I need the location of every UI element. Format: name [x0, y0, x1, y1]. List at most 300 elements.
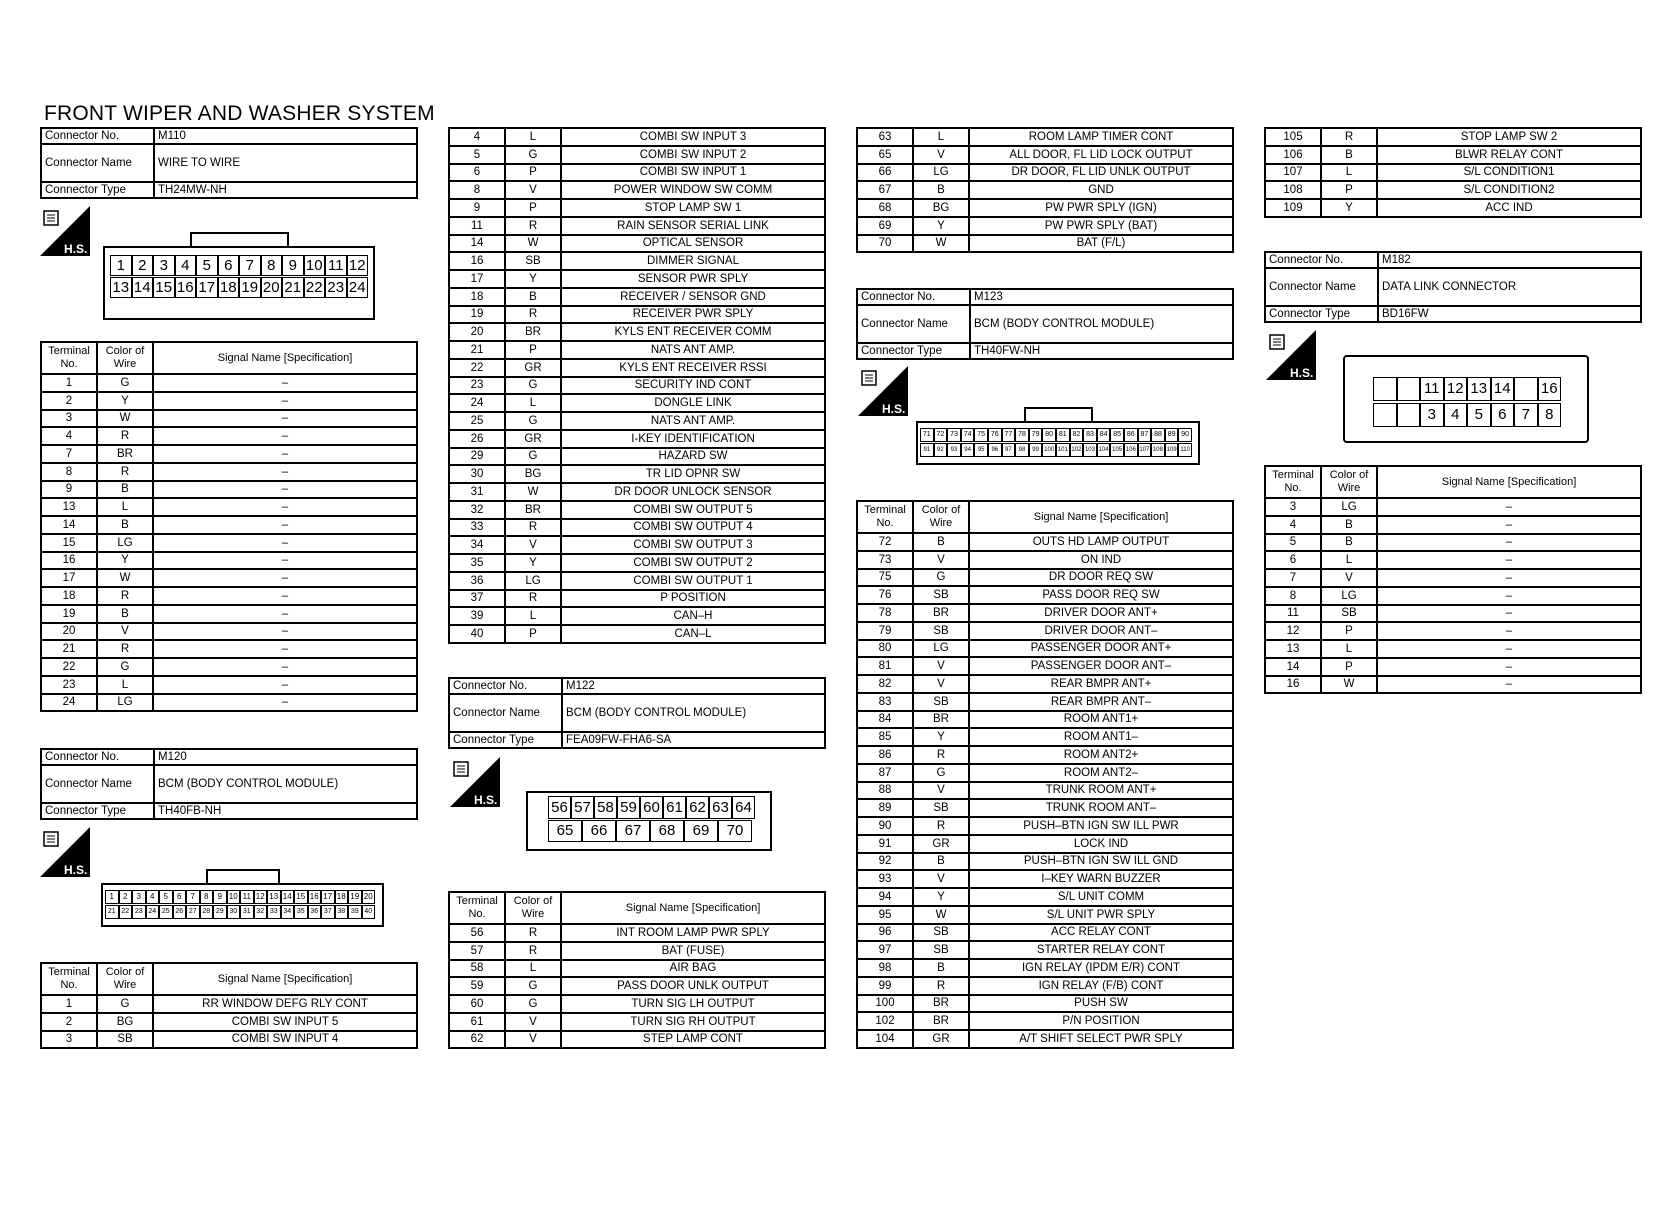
signal-name: KYLS ENT RECEIVER RSSI	[561, 359, 825, 377]
wire-color: P	[505, 625, 561, 643]
wire-color: R	[505, 924, 561, 942]
signal-name: –	[153, 694, 417, 712]
wire-color: B	[1321, 534, 1377, 552]
table-row	[41, 995, 417, 1013]
signal-name: POWER WINDOW SW COMM	[561, 181, 825, 199]
terminal-no: 14	[1265, 658, 1321, 676]
harness-side-icon	[450, 757, 500, 807]
signal-name: STARTER RELAY CONT	[969, 941, 1233, 959]
terminal-table-m120	[40, 962, 418, 1049]
pin: 9	[213, 890, 227, 904]
pin: 97	[1002, 443, 1016, 457]
pin: 13	[110, 277, 132, 298]
table-row	[449, 323, 825, 341]
signal-name: REAR BMPR ANT–	[969, 693, 1233, 711]
terminal-no: 70	[857, 235, 913, 253]
pin: 7	[186, 890, 200, 904]
terminal-no: 37	[449, 590, 505, 608]
pin: 21	[282, 277, 304, 298]
pin: 70	[718, 820, 752, 842]
pin: 4	[1444, 403, 1468, 427]
wire-color: L	[505, 607, 561, 625]
signal-name: ACC IND	[1377, 199, 1641, 217]
terminal-no: 9	[41, 481, 97, 499]
wire-color: SB	[913, 693, 969, 711]
signal-name: LOCK IND	[969, 835, 1233, 853]
info-label: Connector Name	[41, 144, 154, 182]
terminal-no: 36	[449, 572, 505, 590]
signal-name: RR WINDOW DEFG RLY CONT	[153, 995, 417, 1013]
signal-name: PUSH SW	[969, 995, 1233, 1013]
table-row	[449, 1013, 825, 1031]
pin: 68	[650, 820, 684, 842]
terminal-no: 7	[41, 445, 97, 463]
pin: 86	[1124, 428, 1138, 442]
pin: 37	[321, 905, 335, 919]
pin: 84	[1097, 428, 1111, 442]
pin: 110	[1178, 443, 1192, 457]
signal-name: ACC RELAY CONT	[969, 924, 1233, 942]
signal-name: COMBI SW INPUT 5	[153, 1013, 417, 1031]
connector-info-m122	[448, 677, 826, 749]
terminal-no: 3	[1265, 498, 1321, 516]
connector-no-value: M120	[154, 749, 417, 765]
terminal-no: 21	[449, 341, 505, 359]
connector-info-m110	[40, 127, 418, 199]
terminal-no: 87	[857, 764, 913, 782]
terminal-no: 98	[857, 959, 913, 977]
wire-color: G	[97, 658, 153, 676]
terminal-no: 3	[41, 1031, 97, 1049]
terminal-no: 21	[41, 640, 97, 658]
table-row	[41, 1031, 417, 1049]
table-row	[857, 977, 1233, 995]
wire-color: GR	[505, 430, 561, 448]
pin: 106	[1124, 443, 1138, 457]
pin: 74	[961, 428, 975, 442]
wire-color: SB	[505, 252, 561, 270]
table-row	[449, 412, 825, 430]
signal-name: NATS ANT AMP.	[561, 341, 825, 359]
wire-color: G	[505, 377, 561, 395]
connector-type-value: TH40FB-NH	[154, 803, 417, 819]
terminal-no: 61	[449, 1013, 505, 1031]
pin: 15	[294, 890, 308, 904]
wire-color: R	[505, 306, 561, 324]
connector-type-value: TH24MW-NH	[154, 182, 417, 198]
terminal-no: 5	[1265, 534, 1321, 552]
wire-color: GR	[913, 1030, 969, 1048]
signal-name: OUTS HD LAMP OUTPUT	[969, 533, 1233, 551]
signal-name: NATS ANT AMP.	[561, 412, 825, 430]
signal-name: BAT (F/L)	[969, 235, 1233, 253]
pin: 104	[1097, 443, 1111, 457]
terminal-no-header: Terminal No.	[449, 892, 505, 924]
pin: 20	[261, 277, 283, 298]
terminal-no: 25	[449, 412, 505, 430]
pin: 66	[582, 820, 616, 842]
signal-name-header: Signal Name [Specification]	[561, 892, 825, 924]
hs-label: H.S.	[64, 863, 88, 877]
terminal-no: 8	[449, 181, 505, 199]
wire-color: L	[913, 128, 969, 146]
table-row	[41, 1013, 417, 1031]
harness-side-icon	[40, 206, 90, 256]
table-row	[857, 941, 1233, 959]
terminal-no: 15	[41, 534, 97, 552]
terminal-no: 82	[857, 675, 913, 693]
pin: 1	[110, 255, 132, 276]
wire-color: L	[505, 960, 561, 978]
connector-face-m122	[526, 791, 768, 861]
signal-name: DR DOOR REQ SW	[969, 569, 1233, 587]
signal-name: –	[153, 658, 417, 676]
pin: 14	[1491, 377, 1515, 401]
terminal-no: 20	[41, 623, 97, 641]
signal-name: –	[1377, 498, 1641, 516]
wire-color: V	[97, 623, 153, 641]
terminal-no: 66	[857, 164, 913, 182]
wire-color: V	[913, 870, 969, 888]
terminal-no: 31	[449, 483, 505, 501]
table-row	[449, 572, 825, 590]
signal-name: –	[1377, 640, 1641, 658]
table-row	[449, 554, 825, 572]
table-row	[449, 501, 825, 519]
signal-name: –	[153, 569, 417, 587]
terminal-no: 22	[449, 359, 505, 377]
signal-name: HAZARD SW	[561, 448, 825, 466]
pin: 34	[281, 905, 295, 919]
table-row	[857, 1030, 1233, 1048]
wire-color: G	[505, 995, 561, 1013]
connector-housing	[526, 791, 772, 851]
table-row	[449, 924, 825, 942]
terminal-no: 4	[41, 427, 97, 445]
wire-color: R	[1321, 128, 1377, 146]
signal-name: DR DOOR UNLOCK SENSOR	[561, 483, 825, 501]
wire-color: SB	[913, 799, 969, 817]
table-row	[41, 445, 417, 463]
signal-name: KYLS ENT RECEIVER COMM	[561, 323, 825, 341]
terminal-no: 19	[449, 306, 505, 324]
wire-color: L	[97, 498, 153, 516]
terminal-no: 81	[857, 657, 913, 675]
wire-color: V	[505, 1031, 561, 1049]
wire-color: LG	[1321, 498, 1377, 516]
signal-name: TRUNK ROOM ANT–	[969, 799, 1233, 817]
signal-name-header: Signal Name [Specification]	[1377, 466, 1641, 498]
table-row	[857, 675, 1233, 693]
wire-color: LG	[97, 694, 153, 712]
pin: 82	[1070, 428, 1084, 442]
table-row	[41, 427, 417, 445]
signal-name: S/L CONDITION1	[1377, 164, 1641, 182]
signal-name: STEP LAMP CONT	[561, 1031, 825, 1049]
wire-color: P	[505, 341, 561, 359]
terminal-no: 1	[41, 995, 97, 1013]
wire-color: R	[913, 746, 969, 764]
terminal-table-m122-cont	[856, 127, 1234, 253]
wire-color: BR	[913, 995, 969, 1013]
pin: 85	[1110, 428, 1124, 442]
connector-no-value: M123	[970, 289, 1233, 305]
pin: 1	[105, 890, 119, 904]
pin: 7	[1514, 403, 1538, 427]
table-row	[1265, 640, 1641, 658]
signal-name: –	[153, 481, 417, 499]
table-header	[41, 342, 417, 374]
wire-color: W	[1321, 676, 1377, 694]
wire-color: BR	[97, 445, 153, 463]
table-row	[857, 657, 1233, 675]
wire-color: SB	[913, 924, 969, 942]
signal-name: COMBI SW OUTPUT 4	[561, 519, 825, 537]
wire-color: P	[1321, 658, 1377, 676]
terminal-no-header: Terminal No.	[1265, 466, 1321, 498]
wire-color: BR	[913, 604, 969, 622]
terminal-no: 85	[857, 728, 913, 746]
table-header	[449, 892, 825, 924]
table-row	[857, 235, 1233, 253]
wire-color: LG	[97, 534, 153, 552]
terminal-table-m122	[448, 891, 826, 1049]
table-row	[41, 463, 417, 481]
signal-name: PASSENGER DOOR ANT–	[969, 657, 1233, 675]
wire-color: BR	[913, 711, 969, 729]
pin: 94	[961, 443, 975, 457]
signal-name: TRUNK ROOM ANT+	[969, 782, 1233, 800]
info-label: Connector Name	[1265, 268, 1378, 306]
table-row	[449, 590, 825, 608]
wire-color: LG	[913, 640, 969, 658]
signal-name: STOP LAMP SW 1	[561, 199, 825, 217]
signal-name: –	[153, 445, 417, 463]
signal-name: –	[1377, 605, 1641, 623]
wire-color: LG	[1321, 587, 1377, 605]
table-row	[1265, 498, 1641, 516]
terminal-no: 104	[857, 1030, 913, 1048]
pin: 4	[146, 890, 160, 904]
table-row	[1265, 128, 1641, 146]
pin: 12	[1444, 377, 1468, 401]
signal-name: P POSITION	[561, 590, 825, 608]
terminal-no: 18	[41, 587, 97, 605]
table-row	[857, 711, 1233, 729]
terminal-no: 24	[41, 694, 97, 712]
signal-name: COMBI SW OUTPUT 1	[561, 572, 825, 590]
pin: 87	[1138, 428, 1152, 442]
wire-color: SB	[913, 586, 969, 604]
terminal-no: 26	[449, 430, 505, 448]
signal-name: –	[153, 676, 417, 694]
terminal-no-header: Terminal No.	[41, 342, 97, 374]
pin: 75	[974, 428, 988, 442]
table-row	[857, 586, 1233, 604]
terminal-no: 6	[449, 164, 505, 182]
table-row	[449, 625, 825, 643]
wire-color: L	[1321, 640, 1377, 658]
table-row	[857, 217, 1233, 235]
pin: 90	[1178, 428, 1192, 442]
terminal-no: 73	[857, 551, 913, 569]
terminal-no: 93	[857, 870, 913, 888]
wire-color: GR	[913, 835, 969, 853]
table-row	[41, 587, 417, 605]
terminal-no: 2	[41, 1013, 97, 1031]
terminal-no: 83	[857, 693, 913, 711]
pin: 78	[1015, 428, 1029, 442]
table-row	[857, 569, 1233, 587]
signal-name: PUSH–BTN IGN SW ILL GND	[969, 853, 1233, 871]
pin: 83	[1083, 428, 1097, 442]
terminal-no: 8	[41, 463, 97, 481]
table-row	[857, 746, 1233, 764]
signal-name: –	[153, 534, 417, 552]
pin: 64	[732, 796, 755, 819]
pin: 56	[548, 796, 571, 819]
pin: 81	[1056, 428, 1070, 442]
pin: 99	[1029, 443, 1043, 457]
signal-name: PW PWR SPLY (IGN)	[969, 199, 1233, 217]
wire-color: L	[505, 394, 561, 412]
table-row	[1265, 181, 1641, 199]
pin: 13	[1467, 377, 1491, 401]
signal-name: P/N POSITION	[969, 1012, 1233, 1030]
signal-name: GND	[969, 181, 1233, 199]
wire-color: R	[505, 217, 561, 235]
pin: 93	[947, 443, 961, 457]
terminal-no: 58	[449, 960, 505, 978]
pin: 10	[304, 255, 326, 276]
table-row	[1265, 516, 1641, 534]
table-row	[449, 536, 825, 554]
table-row	[857, 764, 1233, 782]
signal-name: –	[1377, 622, 1641, 640]
pin: 25	[159, 905, 173, 919]
info-label: Connector No.	[449, 678, 562, 694]
pin: 4	[175, 255, 197, 276]
connector-info-m120	[40, 748, 418, 820]
table-row	[1265, 622, 1641, 640]
pin: 2	[132, 255, 154, 276]
table-row	[449, 217, 825, 235]
wire-color: SB	[913, 941, 969, 959]
wire-color-header: Color of Wire	[1321, 466, 1377, 498]
terminal-no: 6	[1265, 551, 1321, 569]
wire-color: R	[97, 640, 153, 658]
table-row	[449, 288, 825, 306]
wire-color: R	[97, 463, 153, 481]
info-label: Connector Type	[41, 182, 154, 198]
signal-name: –	[153, 410, 417, 428]
signal-name: COMBI SW INPUT 3	[561, 128, 825, 146]
table-row	[857, 533, 1233, 551]
terminal-no: 1	[41, 374, 97, 392]
wire-color: V	[505, 1013, 561, 1031]
pin: 80	[1042, 428, 1056, 442]
table-row	[449, 270, 825, 288]
connector-info-m123	[856, 288, 1234, 360]
info-label: Connector No.	[41, 128, 154, 144]
signal-name: S/L UNIT PWR SPLY	[969, 906, 1233, 924]
wire-color: W	[97, 410, 153, 428]
signal-name: –	[153, 516, 417, 534]
terminal-no: 33	[449, 519, 505, 537]
table-row	[857, 924, 1233, 942]
terminal-no: 72	[857, 533, 913, 551]
wire-color: W	[97, 569, 153, 587]
terminal-no: 99	[857, 977, 913, 995]
signal-name: INT ROOM LAMP PWR SPLY	[561, 924, 825, 942]
terminal-no: 69	[857, 217, 913, 235]
connector-type-value: TH40FW-NH	[970, 343, 1233, 359]
hs-label: H.S.	[882, 402, 906, 416]
connector-type-value: FEA09FW-FHA6-SA	[562, 732, 825, 748]
table-row	[857, 835, 1233, 853]
signal-name: ROOM ANT1–	[969, 728, 1233, 746]
pin: 36	[308, 905, 322, 919]
table-row	[857, 870, 1233, 888]
pin	[1514, 377, 1538, 401]
info-label: Connector Type	[41, 803, 154, 819]
pin	[1397, 377, 1421, 401]
table-row	[449, 977, 825, 995]
signal-name: –	[1377, 551, 1641, 569]
page-title: FRONT WIPER AND WASHER SYSTEM	[44, 102, 435, 125]
terminal-no: 84	[857, 711, 913, 729]
terminal-no: 106	[1265, 146, 1321, 164]
pin: 12	[254, 890, 268, 904]
signal-name: TURN SIG RH OUTPUT	[561, 1013, 825, 1031]
table-row	[857, 164, 1233, 182]
table-row	[1265, 551, 1641, 569]
connector-type-value: BD16FW	[1378, 306, 1641, 322]
terminal-no: 4	[1265, 516, 1321, 534]
wire-color-header: Color of Wire	[97, 342, 153, 374]
table-row	[449, 942, 825, 960]
pin: 72	[934, 428, 948, 442]
signal-name: –	[1377, 516, 1641, 534]
table-row	[857, 693, 1233, 711]
terminal-table-m120-cont	[448, 127, 826, 644]
pin: 23	[132, 905, 146, 919]
table-row	[1265, 676, 1641, 694]
terminal-no: 79	[857, 622, 913, 640]
terminal-no: 20	[449, 323, 505, 341]
wire-color: B	[97, 516, 153, 534]
signal-name: IGN RELAY (F/B) CONT	[969, 977, 1233, 995]
pin: 23	[325, 277, 347, 298]
signal-name: S/L UNIT COMM	[969, 888, 1233, 906]
table-row	[449, 519, 825, 537]
pin: 9	[282, 255, 304, 276]
terminal-no: 23	[41, 676, 97, 694]
signal-name-header: Signal Name [Specification]	[153, 963, 417, 995]
wire-color: G	[505, 448, 561, 466]
connector-no-value: M182	[1378, 252, 1641, 268]
harness-side-icon	[1266, 330, 1316, 380]
terminal-no: 67	[857, 181, 913, 199]
wire-color: P	[505, 164, 561, 182]
pin: 30	[227, 905, 241, 919]
wire-color: V	[913, 551, 969, 569]
wire-color: Y	[913, 217, 969, 235]
signal-name: –	[153, 605, 417, 623]
info-label: Connector No.	[41, 749, 154, 765]
signal-name: –	[1377, 587, 1641, 605]
terminal-no: 13	[41, 498, 97, 516]
